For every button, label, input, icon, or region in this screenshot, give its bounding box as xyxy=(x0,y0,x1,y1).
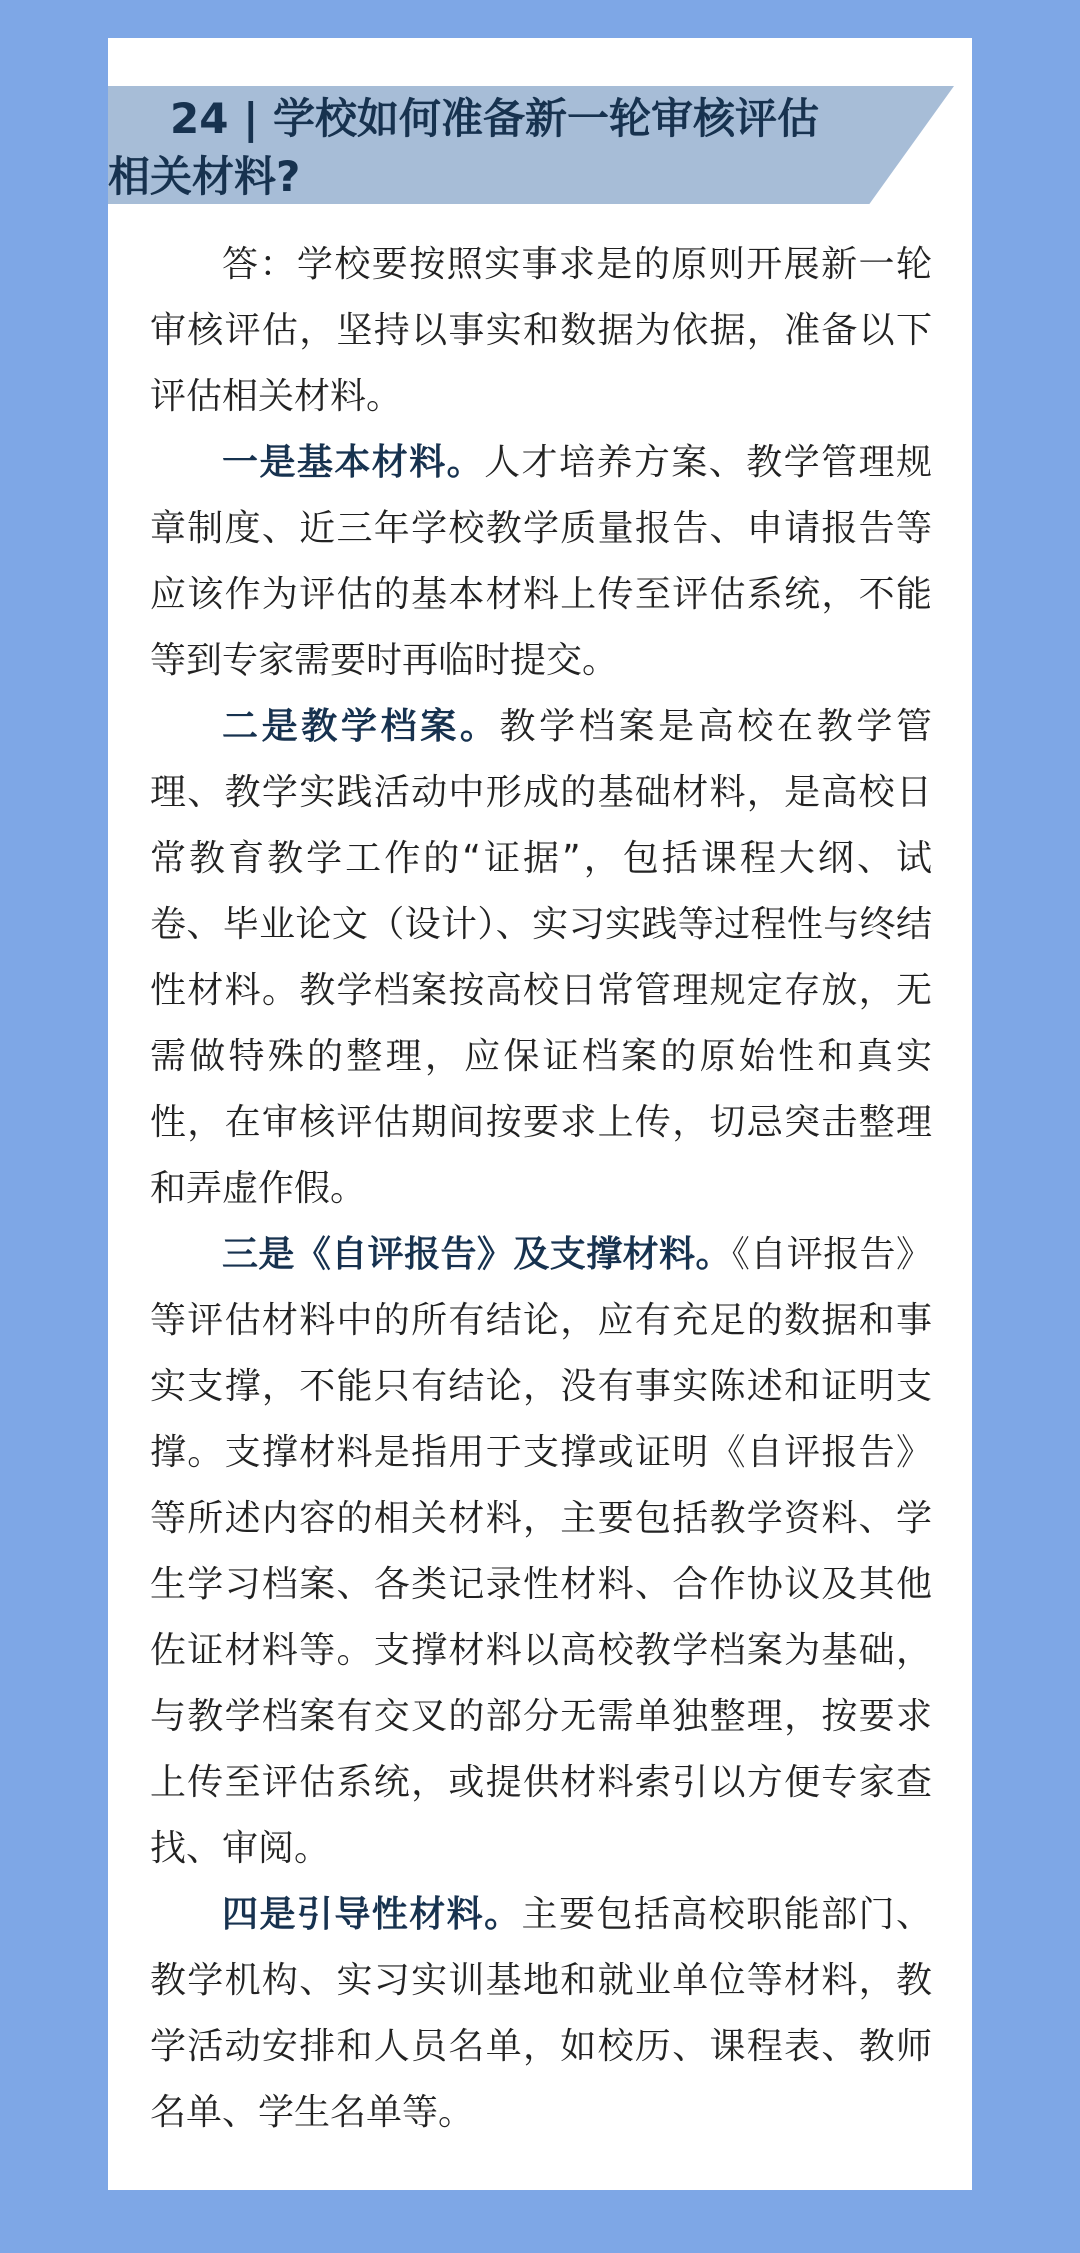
title-line-2: 相关材料? xyxy=(108,152,301,201)
section-heading: 三是《自评报告》及支撑材料。 xyxy=(222,1234,732,1275)
section-text: 人才培养方案、教学管理规章制度、近三年学校教学质量报告、申请报告等应该作为评估的基本材料上传至评估系统，不能等到专家需要时再临时提交。 xyxy=(150,442,932,681)
intro-paragraph: 答：学校要按照实事求是的原则开展新一轮审核评估，坚持以事实和数据为依据，准备以下评估相关材料。 xyxy=(150,244,932,417)
title-line-1: 24 | 学校如何准备新一轮审核评估 xyxy=(170,94,820,143)
section-heading: 四是引导性材料。 xyxy=(222,1894,522,1935)
section-text: 教学档案是高校在教学管理、教学实践活动中形成的基础材料，是高校日常教育教学工作的“证据”，包括课程大纲、试卷、毕业论文（设计）、实习实践等过程性与终结性材料。教学档案按高校日常管理规定存放，无需做特殊的整理，应保证档案的原始性和真实性，在审核评估期间按要求上传，切忌突击整理和弄虚作假。 xyxy=(150,706,932,1209)
section-heading: 一是基本材料。 xyxy=(222,442,485,483)
section-self-evaluation-report xyxy=(150,1222,932,1882)
section-basic-materials xyxy=(150,430,932,694)
section-text: 主要包括高校职能部门、教学机构、实习实训基地和就业单位等材料，教学活动安排和人员名单，如校历、课程表、教师名单、学生名单等。 xyxy=(150,1894,932,2133)
section-heading: 二是教学档案。 xyxy=(222,706,500,747)
section-text: 《自评报告》等评估材料中的所有结论，应有充足的数据和事实支撑，不能只有结论，没有事实陈述和证明支撑。支撑材料是指用于支撑或证明《自评报告》等所述内容的相关材料，主要包括教学资料、学生学习档案、各类记录性材料、合作协议及其他佐证材料等。支撑材料以高校教学档案为基础，与教学档案有交叉的部分无需单独整理，按要求上传至评估系统，或提供材料索引以方便专家查找、审阅。 xyxy=(150,1234,932,1869)
section-guidance-materials xyxy=(150,1882,932,2146)
article-body xyxy=(150,232,932,2146)
section-teaching-archives xyxy=(150,694,932,1222)
page-title xyxy=(108,90,868,206)
